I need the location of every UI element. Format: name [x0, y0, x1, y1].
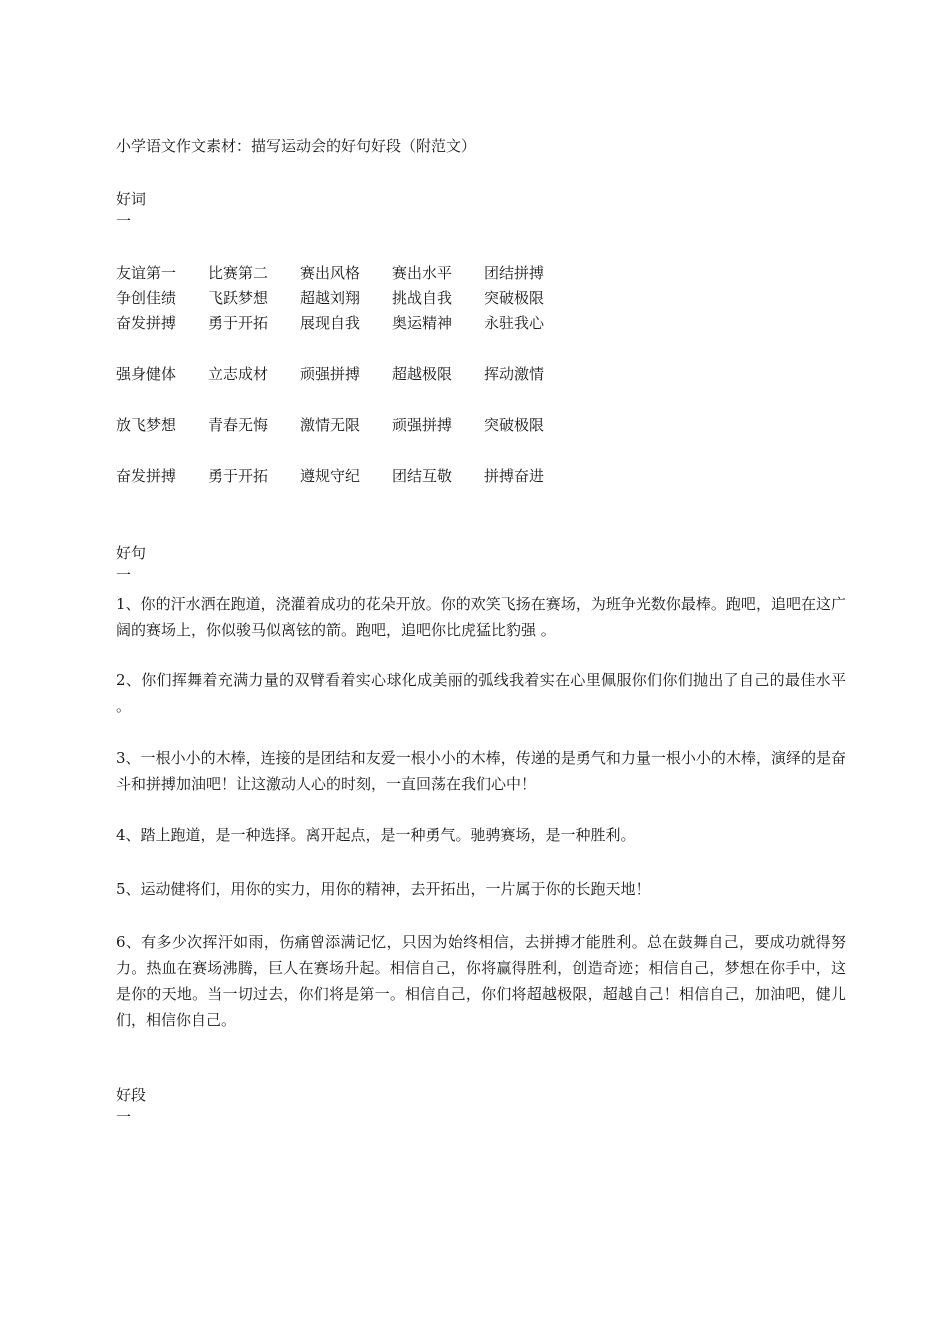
words-row	[116, 262, 576, 284]
word-item: 永驻我心	[484, 314, 545, 332]
word-item: 遵规守纪	[300, 467, 361, 485]
words-row	[116, 287, 576, 309]
sentences-subheading: 一	[116, 566, 132, 584]
word-item: 顽强拼搏	[300, 365, 361, 383]
paragraphs-subheading: 一	[116, 1108, 132, 1126]
word-item: 挑战自我	[392, 289, 453, 307]
word-item: 奋发拼搏	[116, 467, 177, 485]
document-title: 小学语文作文素材：描写运动会的好句好段（附范文）	[116, 137, 477, 155]
word-item: 团结互敬	[392, 467, 453, 485]
word-item: 强身健体	[116, 365, 177, 383]
word-item: 友谊第一	[116, 264, 177, 282]
word-item: 立志成材	[208, 365, 269, 383]
word-item: 奥运精神	[392, 314, 453, 332]
word-item: 飞跃梦想	[208, 289, 269, 307]
sentences-heading: 好句	[116, 544, 147, 562]
sentence-item: 3、一根小小的木棒，连接的是团结和友爱一根小小的木棒，传递的是勇气和力量一根小小的木棒，演绎的是奋斗和拼搏加油吧！让这激动人心的时刻，一直回荡在我们心中！	[116, 749, 846, 793]
word-item: 勇于开拓	[208, 467, 269, 485]
sentence-item: 6、有多少次挥汗如雨，伤痛曾添满记忆，只因为始终相信，去拼搏才能胜利。总在鼓舞自己，要成功就得努力。热血在赛场沸腾，巨人在赛场升起。相信自己，你将赢得胜利，创造奇迹；相信自己，梦想在你手中，这是你的天地。当一切过去，你们将是第一。相信自己，你们将超越极限，超越自己！相信自己，加油吧，健儿们，相信你自己。	[116, 933, 846, 1029]
word-item: 争创佳绩	[116, 289, 177, 307]
sentence-item: 2、你们挥舞着充满力量的双臂看着实心球化成美丽的弧线我着实在心里佩服你们你们抛出了自己的最佳水平 。	[116, 671, 846, 715]
word-item: 激情无限	[300, 416, 361, 434]
word-item: 突破极限	[484, 289, 545, 307]
words-subheading: 一	[116, 212, 132, 230]
word-item: 超越刘翔	[300, 289, 361, 307]
word-item: 突破极限	[484, 416, 545, 434]
word-item: 青春无悔	[208, 416, 269, 434]
word-item: 团结拼搏	[484, 264, 545, 282]
word-item: 挥动激情	[484, 365, 545, 383]
word-item: 顽强拼搏	[392, 416, 453, 434]
word-item: 赛出水平	[392, 264, 453, 282]
paragraphs-heading: 好段	[116, 1086, 147, 1104]
word-item: 超越极限	[392, 365, 453, 383]
words-row	[116, 465, 576, 487]
word-item: 奋发拼搏	[116, 314, 177, 332]
word-item: 拼搏奋进	[484, 467, 545, 485]
sentence-item: 1、你的汗水洒在跑道，浇灌着成功的花朵开放。你的欢笑飞扬在赛场，为班争光数你最棒。跑吧，追吧在这广阔的赛场上，你似骏马似离铉的箭。跑吧，追吧你比虎猛比豹强 。	[116, 595, 846, 639]
sentence-item: 5、运动健将们，用你的实力，用你的精神，去开拓出，一片属于你的长跑天地！	[116, 880, 651, 898]
word-item: 勇于开拓	[208, 314, 269, 332]
words-row	[116, 414, 576, 436]
word-item: 比赛第二	[208, 264, 269, 282]
sentence-item: 4、踏上跑道，是一种选择。离开起点，是一种勇气。驰骋赛场，是一种胜利。	[116, 826, 636, 844]
word-item: 赛出风格	[300, 264, 361, 282]
words-row	[116, 363, 576, 385]
words-heading: 好词	[116, 190, 147, 208]
word-item: 展现自我	[300, 314, 361, 332]
words-row	[116, 312, 576, 334]
word-item: 放飞梦想	[116, 416, 177, 434]
